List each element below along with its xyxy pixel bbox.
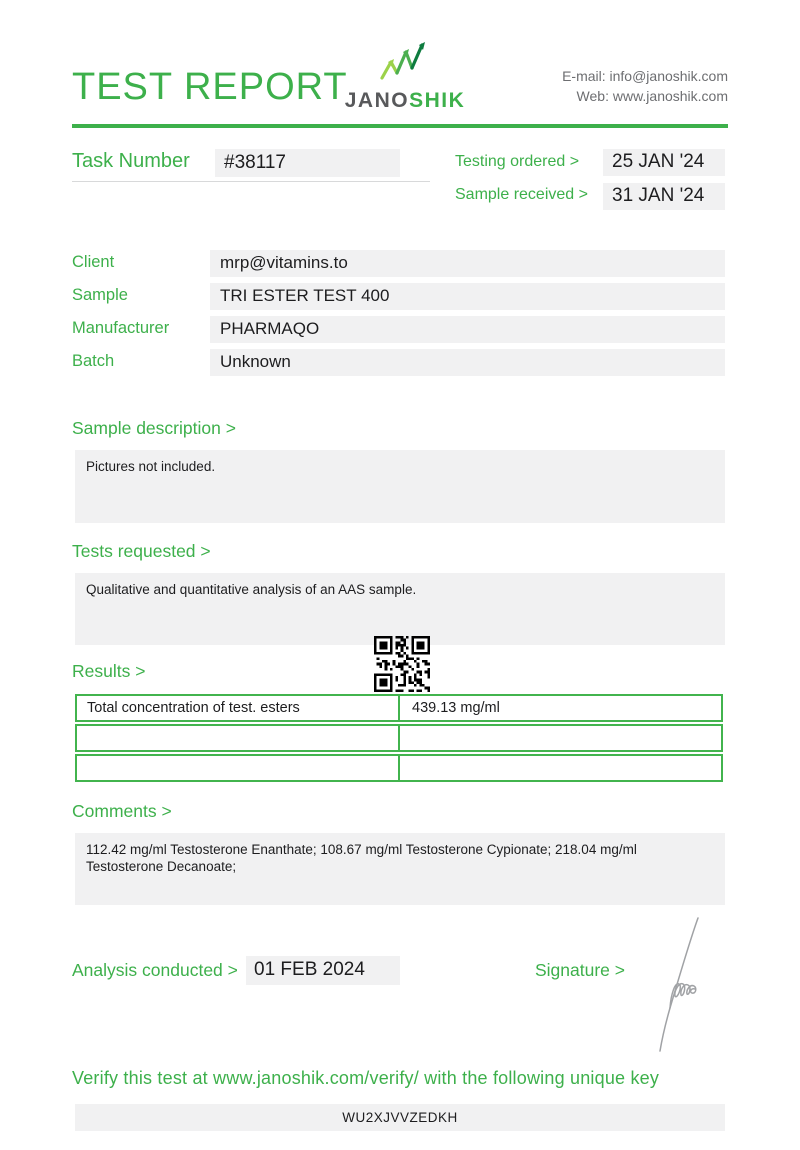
sample-description-box: Pictures not included. xyxy=(75,450,725,523)
manufacturer-label: Manufacturer xyxy=(72,319,170,337)
logo-shik: SHIK xyxy=(409,89,466,112)
page-title: TEST REPORT xyxy=(72,66,348,108)
signature-handwriting xyxy=(638,912,710,1062)
contact-email: E-mail: info@janoshik.com xyxy=(562,68,728,84)
janoshik-logo xyxy=(340,40,470,112)
result-value-cell xyxy=(400,756,721,780)
logo-jano: JANO xyxy=(344,89,410,112)
testing-ordered-value: 25 JAN '24 xyxy=(603,149,725,176)
contact-info xyxy=(562,66,728,106)
comments-box: 112.42 mg/ml Testosterone Enanthate; 108.67 mg/ml Testosterone Cypionate; 218.04 mg/ml Testosterone Decanoate; xyxy=(75,833,725,905)
testing-ordered-label: Testing ordered > xyxy=(455,153,580,170)
client-label: Client xyxy=(72,253,115,271)
table-row xyxy=(75,754,723,782)
task-number-value: #38117 xyxy=(215,149,400,177)
result-name-cell: Total concentration of test. esters xyxy=(77,696,400,720)
sample-received-value: 31 JAN '24 xyxy=(603,183,725,210)
task-divider xyxy=(72,181,430,182)
manufacturer-value: PHARMAQO xyxy=(210,316,725,343)
sample-received-label: Sample received > xyxy=(455,186,588,203)
results-table xyxy=(75,694,723,784)
results-heading: Results > xyxy=(72,661,146,681)
batch-value: Unknown xyxy=(210,349,725,376)
batch-label: Batch xyxy=(72,352,115,370)
analysis-conducted-value: 01 FEB 2024 xyxy=(246,956,400,985)
result-name-cell xyxy=(77,726,400,750)
contact-web: Web: www.janoshik.com xyxy=(576,88,728,104)
result-value-cell xyxy=(400,726,721,750)
task-number-label: Task Number xyxy=(72,150,190,172)
verify-instruction: Verify this test at www.janoshik.com/verify/ with the following unique key xyxy=(72,1068,660,1088)
table-row xyxy=(75,724,723,752)
analysis-conducted-label: Analysis conducted > xyxy=(72,960,238,980)
qr-code xyxy=(374,636,430,692)
result-value-cell: 439.13 mg/ml xyxy=(412,700,500,716)
result-name-cell xyxy=(77,756,400,780)
sample-label: Sample xyxy=(72,286,128,304)
sample-value: TRI ESTER TEST 400 xyxy=(210,283,725,310)
tests-requested-heading: Tests requested > xyxy=(72,541,211,561)
client-value: mrp@vitamins.to xyxy=(210,250,725,277)
verify-key: WU2XJVVZEDKH xyxy=(75,1104,725,1131)
header-divider xyxy=(72,124,728,128)
logo-wordmark xyxy=(340,89,470,113)
table-row xyxy=(75,694,723,722)
tests-requested-box: Qualitative and quantitative analysis of an AAS sample. xyxy=(75,573,725,645)
growth-chart-icon xyxy=(340,40,470,87)
signature-label: Signature > xyxy=(535,960,625,980)
comments-heading: Comments > xyxy=(72,801,172,821)
sample-description-heading: Sample description > xyxy=(72,418,236,438)
